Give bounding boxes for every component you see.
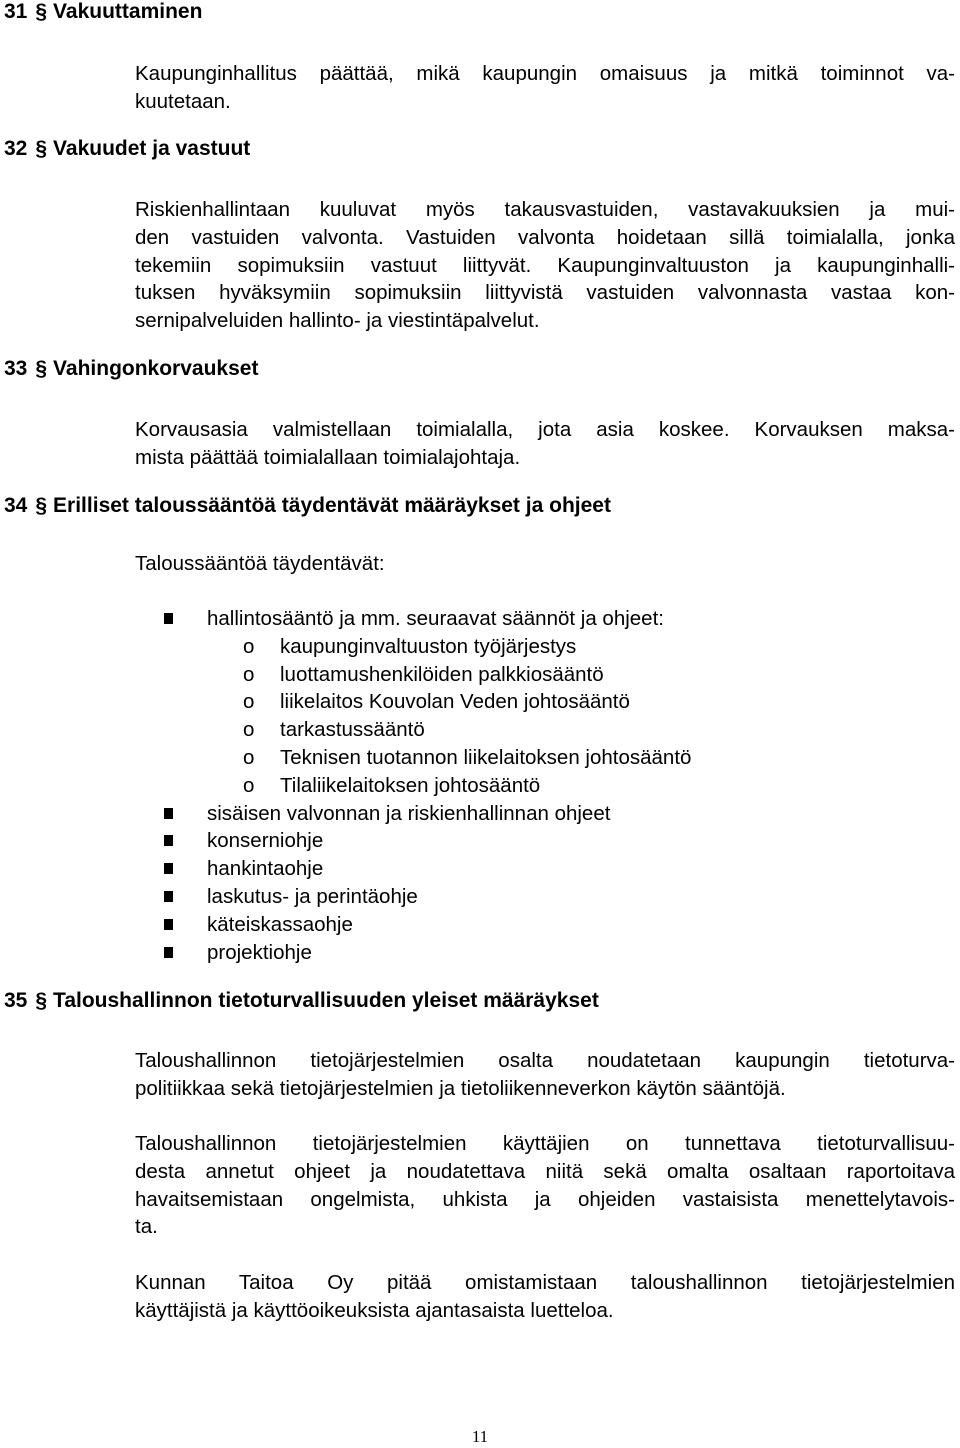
- paragraph-31: [135, 60, 955, 116]
- text-line: desta annetut ohjeet ja noudatettava niitä sekä omalta osaltaan raportoitava: [135, 1159, 955, 1183]
- section-title: Vakuudet ja vastuut: [53, 137, 251, 160]
- section-number: 33: [4, 357, 28, 380]
- page-number: 11: [471, 1427, 489, 1446]
- section-title: Taloushallinnon tietoturvallisuuden yleiset määräykset: [53, 989, 599, 1012]
- list-item-label: liikelaitos Kouvolan Veden johtosääntö: [280, 690, 630, 714]
- text-line: politiikkaa sekä tietojärjestelmien ja tietoliikenneverkon käytön sääntöjä.: [135, 1076, 786, 1100]
- list-item-label: hallintosääntö ja mm. seuraavat säännöt ja ohjeet:: [207, 607, 664, 630]
- section-sign: §: [35, 137, 48, 160]
- section-sign: §: [35, 989, 48, 1012]
- text-line: havaitsemistaan ongelmista, uhkista ja ohjeiden vastaisista menettelytavois-: [135, 1187, 955, 1211]
- section-number: 31: [4, 0, 28, 23]
- list-intro: Taloussääntöä täydentävät:: [135, 552, 385, 575]
- list-item-label: sisäisen valvonnan ja riskienhallinnan ohjeet: [207, 801, 611, 825]
- square-bullet-icon: [164, 808, 173, 819]
- paragraph-33: [135, 416, 955, 472]
- text-line: Kaupunginhallitus päättää, mikä kaupungin omaisuus ja mitkä toiminnot va-: [135, 62, 955, 85]
- square-bullet-icon: [164, 613, 173, 624]
- text-line: Korvausasia valmistellaan toimialalla, jota asia koskee. Korvauksen maksa-: [135, 418, 955, 441]
- text-line: ta.: [135, 1215, 158, 1239]
- text-line: Taloushallinnon tietojärjestelmien käyttäjien on tunnettava tietoturvallisuu-: [135, 1132, 955, 1155]
- section-sign: §: [35, 494, 48, 517]
- list-item-label: tarkastussääntö: [280, 718, 425, 742]
- circle-bullet-icon: o: [243, 634, 255, 658]
- text-line: Riskienhallintaan kuuluvat myös takausvastuiden, vastavakuuksien ja mui-: [135, 198, 955, 221]
- section-title: Erilliset taloussääntöä täydentävät määräykset ja ohjeet: [53, 494, 611, 517]
- circle-bullet-icon: o: [243, 662, 255, 686]
- section-heading-32: [4, 135, 250, 162]
- list-item-label: Teknisen tuotannon liikelaitoksen johtosääntö: [280, 745, 692, 769]
- section-sign: §: [35, 0, 48, 23]
- list-item-label: luottamushenkilöiden palkkiosääntö: [280, 662, 604, 686]
- list-item-label: laskutus- ja perintäohje: [207, 884, 418, 908]
- paragraph-35-2: [135, 1130, 955, 1241]
- text-line: tekemiin sopimuksiin vastuut liittyvät. Kaupunginvaltuuston ja kaupunginhalli-: [135, 253, 955, 277]
- section-number: 34: [4, 494, 28, 517]
- section-number: 32: [4, 137, 28, 160]
- section-number: 35: [4, 989, 28, 1012]
- text-line: tuksen hyväksymiin sopimuksiin liittyvistä vastuiden valvonnasta vastaa kon-: [135, 281, 955, 305]
- circle-bullet-icon: o: [243, 718, 255, 742]
- list-item-label: konserniohje: [207, 829, 324, 853]
- text-line: käyttäjistä ja käyttöoikeuksista ajantasaista luetteloa.: [135, 1298, 614, 1322]
- list-item-label: hankintaohje: [207, 857, 324, 881]
- section-title: Vakuuttaminen: [53, 0, 203, 23]
- text-line: sernipalveluiden hallinto- ja viestintäpalvelut.: [135, 309, 540, 333]
- text-line: mista päättää toimialallaan toimialajohtaja.: [135, 445, 521, 469]
- list-item-label: Tilaliikelaitoksen johtosääntö: [280, 773, 541, 797]
- square-bullet-icon: [164, 919, 173, 930]
- section-heading-33: [4, 355, 258, 382]
- section-heading-35: [4, 987, 599, 1014]
- square-bullet-icon: [164, 863, 173, 874]
- paragraph-35-3: [135, 1269, 955, 1325]
- section-heading-34: [4, 492, 611, 519]
- text-line: Kunnan Taitoa Oy pitää omistamistaan taloushallinnon tietojärjestelmien: [135, 1271, 955, 1294]
- paragraph-32: [135, 196, 955, 335]
- section-heading-31: [4, 0, 202, 25]
- square-bullet-icon: [164, 835, 173, 846]
- square-bullet-icon: [164, 947, 173, 958]
- section-sign: §: [35, 357, 48, 380]
- circle-bullet-icon: o: [243, 773, 255, 797]
- section-title: Vahingonkorvaukset: [53, 357, 259, 380]
- list-item-label: projektiohje: [207, 940, 312, 964]
- text-line: Taloushallinnon tietojärjestelmien osalta noudatetaan kaupungin tietoturva-: [135, 1049, 955, 1072]
- list-item-label: käteiskassaohje: [207, 912, 353, 936]
- list-item-label: kaupunginvaltuuston työjärjestys: [280, 634, 577, 658]
- square-bullet-icon: [164, 891, 173, 902]
- text-line: den vastuiden valvonta. Vastuiden valvonta hoidetaan sillä toimialalla, jonka: [135, 225, 955, 249]
- circle-bullet-icon: o: [243, 745, 255, 769]
- circle-bullet-icon: o: [243, 690, 255, 714]
- text-line: kuutetaan.: [135, 89, 231, 113]
- paragraph-35-1: [135, 1047, 955, 1103]
